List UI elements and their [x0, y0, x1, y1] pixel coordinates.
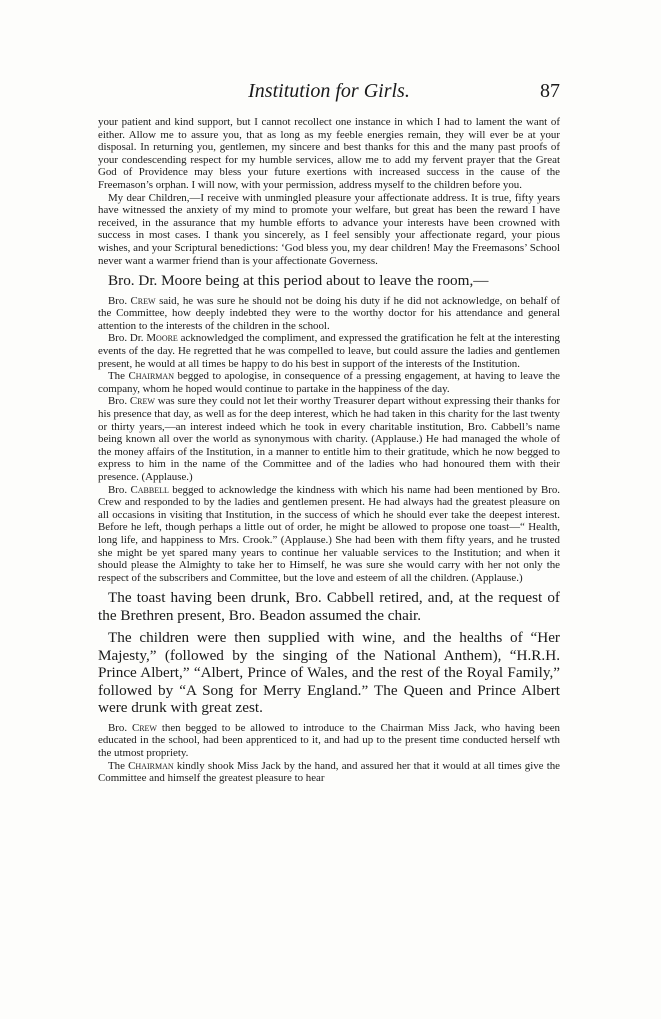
paragraph-p3: [98, 272, 560, 290]
paragraph-text: was sure they could not let their worthy Treasurer depart without expressing their thanks for his presence that day, as well as for the deep interest, which he had taken in this charity for the last twenty or thirty years,—an interest indeed which he took in every charitable institution, Bro. Cabbell’s name being known all over the world as synonymous with charity. (Applause.) He had managed the whole of the money affairs of the Institution, in a manner to entitle him to their gratitude, which he now begged to express to him in the name of the Committee and of the ladies who had honoured them with their presence. (Applause.): [98, 395, 560, 483]
paragraph-text: begged to apologise, in consequence of a pressing engagement, at having to leave the company, whom he hoped would continue to partake in the happiness of the day.: [98, 370, 560, 395]
page-body: [98, 116, 560, 785]
paragraph-p5: [98, 332, 560, 370]
paragraph-p9: [98, 589, 560, 624]
speaker-name: Moore: [146, 332, 178, 345]
paragraph-text: Bro. Dr. Moore being at this period about to leave the room,—: [108, 272, 489, 290]
paragraph-p2: [98, 192, 560, 268]
paragraph-p10: [98, 629, 560, 717]
paragraph-text: kindly shook Miss Jack by the hand, and assured her that it would at all times give the Committee and himself the greatest pleasure to hear: [98, 759, 561, 785]
paragraph-p7: [98, 395, 560, 483]
paragraph-p8: [98, 484, 560, 585]
paragraph-text: The: [108, 370, 129, 383]
paragraph-text: Bro. Dr.: [108, 332, 147, 345]
speaker-name: Chairman: [128, 370, 174, 383]
page-header: [98, 80, 560, 110]
paragraph-text: your patient and kind support, but I cannot recollect one instance in which I had to lament the want of either. Allow me to assure you, that as long as my feeble energies remain, they will ever be at your disposal. In returning you, gentlemen, my sincere and best thanks for this and the many past proofs of your condescending respect for my humble services, allow me to add my fervent prayer that the Great God of Providence may bless your future exertions with increased success in the cause of the Freemason’s orphan. I will now, with your permission, address myself to the children before you.: [98, 116, 560, 191]
paragraph-text: The: [108, 759, 129, 772]
speaker-name: Chairman: [128, 759, 174, 772]
paragraph-text: Bro.: [108, 483, 131, 496]
speaker-name: Crew: [131, 721, 157, 734]
paragraph-text: acknowledged the compliment, and expressed the gratification he felt at the interesting events of the day. He regretted that he was compelled to leave, but could assure the ladies and gentlemen present, he would at all times be happy to do his best in support of the interests of the Institution.: [98, 332, 560, 370]
paragraph-text: The toast having been drunk, Bro. Cabbell retired, and, at the request of the Brethren present, Bro. Beadon assumed the chair.: [98, 589, 560, 624]
paragraph-text: begged to acknowledge the kindness with which his name had been mentioned by Bro. Crew and responded to by the ladies and gentlemen present. He had always had the greatest pleasure on all occasions in visiting that Institution, in the success of which he should ever take the deepest interest. Before he left, though perhaps a little out of order, he might be allowed to propose one toast—“ Health, long life, and happiness to Mrs. Crook.” (Applause.) She had been with them fifty years, and he trusted she might be yet spared many years to continue her valuable services to the Institution; and when it should please the Almighty to take her to Himself, he was sure she would carry with her not only the respect of the subscribers and Committee, but the love and esteem of all the children. (Applause.): [98, 483, 561, 584]
speaker-name: Crew: [129, 395, 155, 408]
paragraph-text: said, he was sure he should not be doing his duty if he did not acknowledge, on behalf of the Committee, how deeply indebted they were to the worthy doctor for his attendance and general attention to the interests of the children in the school.: [98, 294, 560, 332]
paragraph-text: The children were then supplied with wine, and the healths of “Her Majesty,” (followed by the singing of the National Anthem), “H.R.H. Prince Albert,” “Albert, Prince of Wales, and the rest of the Royal Family,” followed by “A Song for Merry England.” The Queen and Prince Albert were drunk with great zest.: [98, 629, 560, 717]
paragraph-p6: [98, 370, 560, 395]
paragraph-p1: [98, 116, 560, 192]
paragraph-text: then begged to be allowed to introduce to the Chairman Miss Jack, who having been educated in the school, had been apprenticed to it, and had up to the present time conducted herself wth the utmost propriety.: [98, 721, 560, 759]
paragraph-p11: [98, 722, 560, 760]
paragraph-p4: [98, 295, 560, 333]
page-number: 87: [540, 80, 560, 102]
paragraph-text: Bro.: [108, 395, 130, 408]
paragraph-text: Bro.: [108, 721, 132, 734]
paragraph-text: My dear Children,—I receive with unmingled pleasure your affectionate address. It is true, fifty years have witnessed the anxiety of my mind to promote your welfare, but great has been the reward I have received, in the assurance that my humble efforts to advance your interests have been crowned with success in most cases. I thank you sincerely, as I feel sensibly your affectionate regard, your pious wishes, and your Scriptural benedictions: ‘God bless you, my dear children! May the Freemasons’ School never want a warmer friend than is your affectionate Governess.: [98, 191, 560, 267]
paragraph-text: Bro.: [108, 294, 131, 307]
running-title: Institution for Girls.: [248, 80, 410, 102]
speaker-name: Crew: [130, 294, 156, 307]
paragraph-p12: [98, 760, 560, 785]
speaker-name: Cabbell: [130, 483, 169, 496]
